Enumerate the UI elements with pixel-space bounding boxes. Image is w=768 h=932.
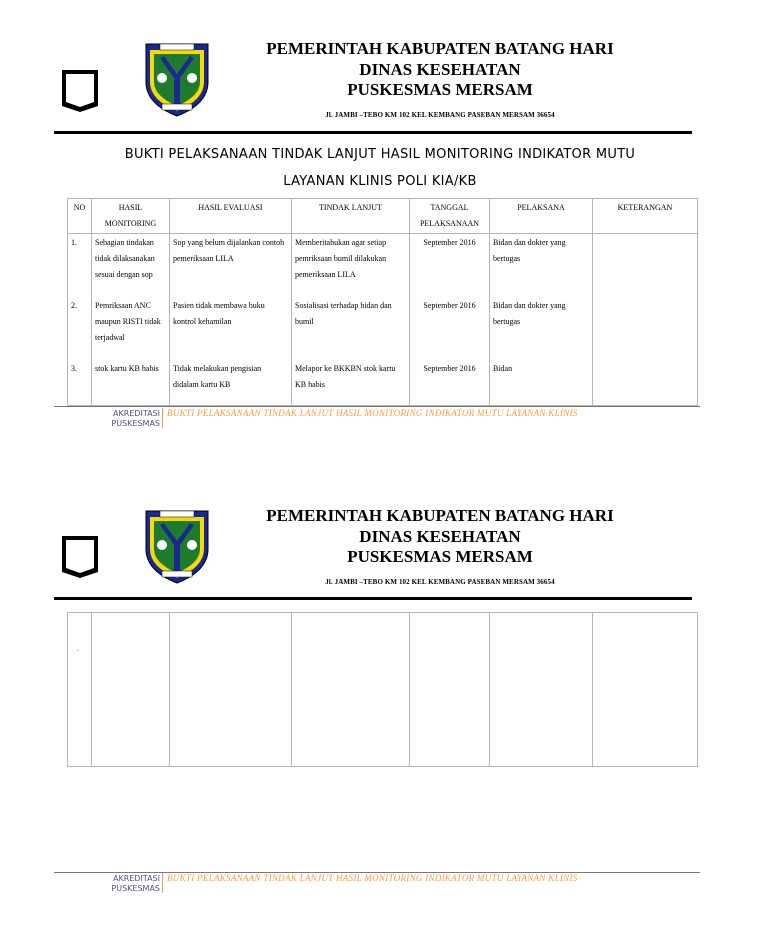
table-cell [593,360,698,406]
monitoring-table [67,198,698,406]
table-cell: September 2016 [410,360,490,406]
table-cell: Bidan [490,360,593,406]
footer-accreditation [56,409,160,429]
department-name: DINAS KESEHATAN [359,60,521,79]
table-row [68,613,698,767]
table-cell [170,613,292,767]
column-header: KETERANGAN [593,199,698,234]
footer-accreditation-line2: PUSKESMAS [111,419,160,428]
continuation-table [67,612,698,767]
puskesmas-name: PUSKESMAS MERSAM [347,80,533,99]
table-header-row [68,199,698,234]
table-row [68,297,698,360]
table-cell: stok kartu KB habis [92,360,170,406]
footer-accreditation-line1: AKREDITASI [112,874,160,883]
table-cell [410,613,490,767]
document-title-line2: LAYANAN KLINIS POLI KIA/KB [283,174,477,189]
table-cell: Tidak melakukan pengisian didalam kartu KB [170,360,292,406]
footer-divider [162,408,163,428]
footer-accreditation [56,874,160,894]
government-name: PEMERINTAH KABUPATEN BATANG HARI [266,506,614,525]
footer-accreditation-line2: PUSKESMAS [111,884,160,893]
table-cell: Sop yang belum dijalankan contoh pemeriksaan LILA [170,234,292,297]
footer-document-title: BUKTI PELAKSANAAN TINDAK LANJUT HASIL MONITORING INDIKATOR MUTU LAYANAN KLINIS [167,408,578,418]
stray-mark: . [77,644,79,653]
table-cell [68,613,92,767]
letterhead [200,505,680,587]
column-header: TINDAK LANJUT [292,199,410,234]
table-cell [593,613,698,767]
government-name: PEMERINTAH KABUPATEN BATANG HARI [266,39,614,58]
table-cell: Bidan dan dokter yang bertugas [490,297,593,360]
header-rule [54,597,692,600]
letterhead [200,38,680,120]
table-cell: Pemriksaan ANC maupun RISTI tidak terjadwal [92,297,170,360]
table-cell: September 2016 [410,297,490,360]
footer-accreditation-line1: AKREDITASI [112,409,160,418]
column-header: TANGGAL PELAKSANAAN [410,199,490,234]
department-name: DINAS KESEHATAN [359,527,521,546]
table-cell [593,297,698,360]
placeholder-shape-icon [58,534,102,578]
table-cell [593,234,698,297]
table-cell: Sosialisasi terhadap bidan dan bumil [292,297,410,360]
table-cell: 2. [68,297,92,360]
table-cell: September 2016 [410,234,490,297]
table-cell [490,613,593,767]
puskesmas-name: PUSKESMAS MERSAM [347,547,533,566]
column-header: PELAKSANA [490,199,593,234]
column-header: HASIL EVALUASI [170,199,292,234]
table-cell [292,613,410,767]
column-header: NO [68,199,92,234]
table-cell: Bidan dan dokter yang bertugas [490,234,593,297]
table-row [68,360,698,406]
document-title-line1: BUKTI PELAKSANAAN TINDAK LANJUT HASIL MONITORING INDIKATOR MUTU [124,147,636,162]
address: Jl. JAMBI –TEBO KM 102 KEL KEMBANG PASEBAN MERSAM 36654 [325,111,555,119]
footer-rule [54,406,700,407]
header-rule [54,131,692,134]
column-header: HASIL MONITORING [92,199,170,234]
table-cell: Melapor ke BKKBN stok kartu KB habis [292,360,410,406]
table-cell: Memberitahukan agar setiap pemriksaan bumil dilakukan pemeriksaan LILA [292,234,410,297]
footer-document-title: BUKTI PELAKSANAAN TINDAK LANJUT HASIL MONITORING INDIKATOR MUTU LAYANAN KLINIS [167,873,578,883]
table-cell: 1. [68,234,92,297]
table-row [68,234,698,297]
table-cell [92,613,170,767]
footer-divider [162,873,163,893]
placeholder-shape-icon [58,68,102,112]
table-cell: 3. [68,360,92,406]
address: Jl. JAMBI –TEBO KM 102 KEL KEMBANG PASEBAN MERSAM 36654 [325,578,555,586]
table-cell: Sebagian tindakan tidak dilaksanakan sesuai dengan sop [92,234,170,297]
table-cell: Pasien tidak membawa buku kontrol kehamilan [170,297,292,360]
